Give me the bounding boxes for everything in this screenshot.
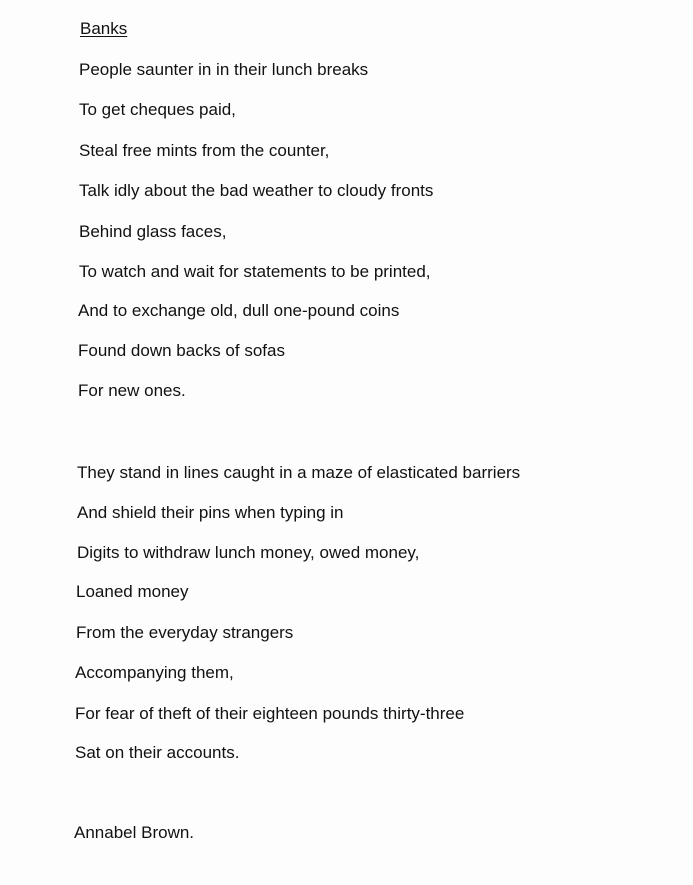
poem-line: To get cheques paid,: [79, 100, 236, 119]
poem-line: Behind glass faces,: [79, 222, 227, 241]
poem-line: For new ones.: [78, 381, 186, 400]
poem-line: They stand in lines caught in a maze of elasticated barriers: [77, 463, 521, 482]
poem-line: For fear of theft of their eighteen pounds thirty-three: [75, 704, 465, 723]
poem-line: Digits to withdraw lunch money, owed money,: [77, 543, 420, 562]
poem-line: And shield their pins when typing in: [77, 503, 344, 522]
author-signature: Annabel Brown.: [74, 823, 195, 842]
poem-line: Talk idly about the bad weather to cloudy fronts: [79, 181, 434, 200]
poem-line: Sat on their accounts.: [75, 743, 240, 762]
poem-line: Found down backs of sofas: [78, 341, 285, 360]
poem-line: And to exchange old, dull one-pound coins: [78, 301, 400, 320]
poem-title: Banks: [80, 19, 128, 38]
poem-line: Accompanying them,: [75, 663, 234, 682]
poem-line: From the everyday strangers: [76, 623, 294, 642]
poem-line: Steal free mints from the counter,: [79, 141, 330, 160]
poem-line: To watch and wait for statements to be printed,: [79, 262, 431, 281]
poem-line: People saunter in in their lunch breaks: [79, 60, 369, 79]
poem-line: Loaned money: [76, 582, 189, 601]
